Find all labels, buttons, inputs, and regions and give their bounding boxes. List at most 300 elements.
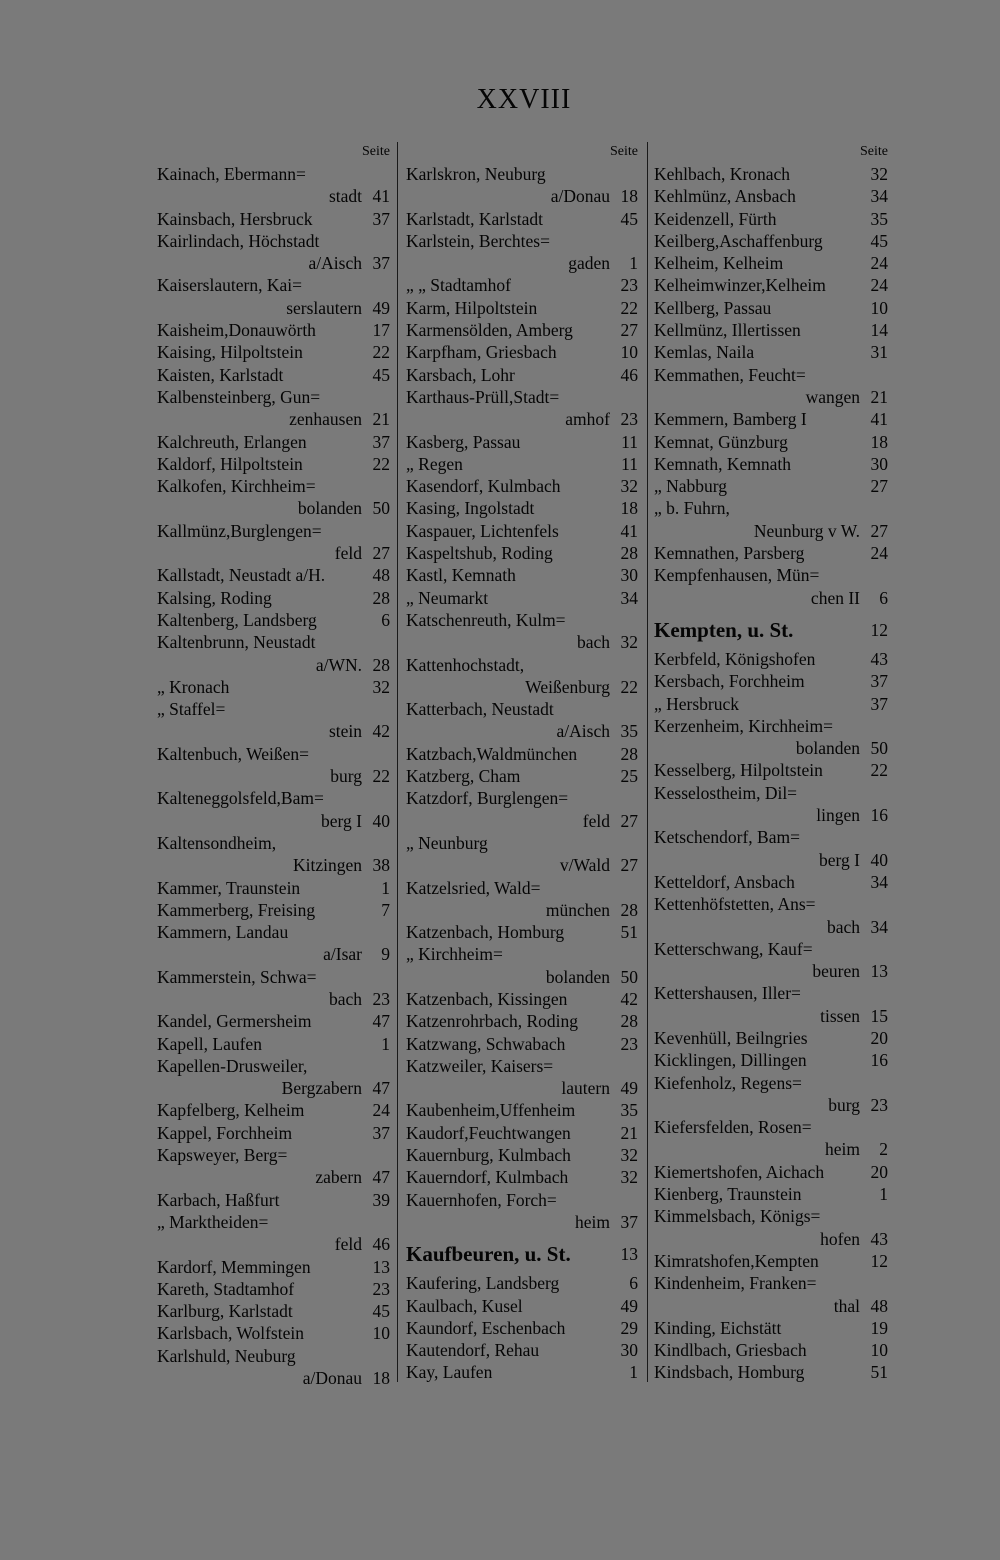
page-reference: 22 xyxy=(620,676,638,697)
index-entry xyxy=(654,1250,888,1272)
index-entry-continuation xyxy=(157,810,390,832)
page-reference: 1 xyxy=(629,253,638,274)
entry-text: a/WN. xyxy=(315,654,362,675)
page-reference: 35 xyxy=(620,721,638,742)
entry-text: Karmensölden, Amberg xyxy=(406,320,573,341)
index-entry xyxy=(157,966,390,988)
entry-text: Kalbensteinberg, Gun= xyxy=(157,386,321,407)
index-entry-continuation xyxy=(406,1077,638,1099)
page-reference: 11 xyxy=(621,431,638,452)
entry-text: tissen xyxy=(820,1005,860,1026)
index-entry xyxy=(157,1300,390,1322)
page-reference: 23 xyxy=(870,1094,888,1115)
page-reference: 6 xyxy=(629,1273,638,1294)
entry-text: Kalkofen, Kirchheim= xyxy=(157,476,316,497)
entry-text: Kammerstein, Schwa= xyxy=(157,966,317,987)
page-reference: 18 xyxy=(372,1368,390,1389)
page-reference: 40 xyxy=(372,810,390,831)
entry-text: Katzweiler, Kaisers= xyxy=(406,1055,554,1076)
index-entry-continuation xyxy=(157,542,390,564)
entry-text: Kainach, Ebermann= xyxy=(157,164,306,184)
entry-text: Kemnat, Günzburg xyxy=(654,431,788,452)
entry-text: Kaulbach, Kusel xyxy=(406,1295,523,1316)
entry-text: Kimratshofen,Kempten xyxy=(654,1250,819,1271)
page-reference: 12 xyxy=(870,619,888,640)
page-number: XXVIII xyxy=(476,84,572,115)
index-entry xyxy=(406,1055,638,1077)
page-reference: 23 xyxy=(620,409,638,430)
index-entry xyxy=(406,274,638,296)
page-reference: 35 xyxy=(620,1100,638,1121)
index-entry xyxy=(406,475,638,497)
index-entry xyxy=(654,1161,888,1183)
entry-text: Kaltenbuch, Weißen= xyxy=(157,743,309,764)
page-reference: 28 xyxy=(372,654,390,675)
index-entry xyxy=(406,743,638,765)
entry-text: zabern xyxy=(315,1167,362,1188)
index-entry xyxy=(654,230,888,252)
entry-text: Kaltenberg, Landsberg xyxy=(157,609,317,630)
entry-text: Kainsbach, Hersbruck xyxy=(157,208,313,229)
index-entry xyxy=(654,1272,888,1294)
entry-text: Kersbach, Forchheim xyxy=(654,671,805,692)
index-entry xyxy=(157,1144,390,1166)
page-reference: 21 xyxy=(372,409,390,430)
index-entry xyxy=(406,1317,638,1339)
index-entry-continuation xyxy=(157,1233,390,1255)
index-entry-continuation xyxy=(157,497,390,519)
entry-text: stadt xyxy=(328,186,362,207)
index-entry xyxy=(406,832,638,854)
entry-text: Kautendorf, Rehau xyxy=(406,1340,540,1361)
entry-text: burg xyxy=(330,766,362,787)
entry-text: stein xyxy=(328,721,362,742)
index-entry xyxy=(406,564,638,586)
index-entry xyxy=(157,431,390,453)
entry-text: burg xyxy=(828,1094,860,1115)
entry-text: hofen xyxy=(820,1228,860,1249)
entry-text: Kallstadt, Neustadt a/H. xyxy=(157,565,326,586)
index-entry xyxy=(654,431,888,453)
entry-text: „ Nabburg xyxy=(654,476,728,497)
column-header: Seite xyxy=(610,144,638,159)
entry-text: Kesselostheim, Dil= xyxy=(654,782,798,803)
page-reference: 27 xyxy=(372,543,390,564)
index-entry xyxy=(406,654,638,676)
entry-text: feld xyxy=(334,543,362,564)
index-entry-continuation xyxy=(406,631,638,653)
page-reference: 22 xyxy=(620,297,638,318)
page-reference: 34 xyxy=(620,587,638,608)
index-entry xyxy=(654,893,888,915)
page-reference: 6 xyxy=(381,609,390,630)
page-reference: 15 xyxy=(870,1005,888,1026)
entry-text: Kemnathen, Parsberg xyxy=(654,543,805,564)
page-reference: 13 xyxy=(870,961,888,982)
entry-text: berg I xyxy=(819,849,860,870)
entry-text: Neunburg v W. xyxy=(753,520,860,541)
entry-text: Ketteldorf, Ansbach xyxy=(654,871,795,892)
entry-text: zenhausen xyxy=(289,409,362,430)
index-entry xyxy=(406,520,638,542)
entry-text: a/Donau xyxy=(302,1368,362,1389)
index-entry xyxy=(406,386,638,408)
entry-text: Karpfham, Griesbach xyxy=(406,342,557,363)
index-entry-continuation xyxy=(157,943,390,965)
entry-text: „ Staffel= xyxy=(157,699,226,720)
entry-text: Katzenrohrbach, Roding xyxy=(406,1011,579,1032)
page-reference: 37 xyxy=(620,1211,638,1232)
index-entry xyxy=(406,1144,638,1166)
page-reference: 31 xyxy=(870,342,888,363)
page-reference: 12 xyxy=(870,1250,888,1271)
index-entry xyxy=(654,1116,888,1138)
entry-text: amhof xyxy=(565,409,610,430)
index-entry-continuation xyxy=(654,520,888,542)
index-entry-continuation xyxy=(406,676,638,698)
entry-text: Kerzenheim, Kirchheim= xyxy=(654,715,833,736)
index-entry xyxy=(654,982,888,1004)
index-entry-continuation xyxy=(157,185,390,207)
index-entry xyxy=(157,921,390,943)
page-reference: 27 xyxy=(620,855,638,876)
page-reference: 46 xyxy=(372,1234,390,1255)
entry-text: Kesselberg, Hilpoltstein xyxy=(654,760,823,781)
index-entry xyxy=(406,698,638,720)
entry-text: Kapellen-Drusweiler, xyxy=(157,1055,308,1076)
page-reference: 18 xyxy=(620,498,638,519)
page-reference: 1 xyxy=(879,1184,888,1205)
page-reference: 2 xyxy=(879,1139,888,1160)
entry-text: Kellmünz, Illertissen xyxy=(654,320,801,341)
page-reference: 6 xyxy=(879,587,888,608)
page-reference: 22 xyxy=(870,760,888,781)
index-entry-continuation xyxy=(157,720,390,742)
page-reference: 28 xyxy=(620,899,638,920)
index-entry xyxy=(157,319,390,341)
page-reference: 16 xyxy=(870,805,888,826)
index-entry xyxy=(406,341,638,363)
entry-text: Kempfenhausen, Mün= xyxy=(654,565,820,586)
entry-text: a/Aisch xyxy=(556,721,610,742)
entry-text: Karlstein, Berchtes= xyxy=(406,230,550,251)
entry-text: Kemmathen, Feucht= xyxy=(654,364,806,385)
entry-text: bach xyxy=(826,916,860,937)
index-entry xyxy=(654,408,888,430)
entry-text: Karlskron, Neuburg xyxy=(406,164,546,184)
page-reference: 28 xyxy=(372,587,390,608)
page-reference: 30 xyxy=(870,453,888,474)
page-reference: 10 xyxy=(372,1323,390,1344)
entry-text: thal xyxy=(833,1295,860,1316)
page-reference: 47 xyxy=(372,1078,390,1099)
entry-text: Kiemertshofen, Aichach xyxy=(654,1161,825,1182)
entry-text: Kaltenbrunn, Neustadt xyxy=(157,632,316,653)
page-reference: 39 xyxy=(372,1189,390,1210)
page-reference: 32 xyxy=(620,1167,638,1188)
index-entry xyxy=(654,715,888,737)
page-reference: 10 xyxy=(620,342,638,363)
entry-text: Kammerberg, Freising xyxy=(157,899,316,920)
entry-text: Kelheim, Kelheim xyxy=(654,253,784,274)
entry-text: Kaufering, Landsberg xyxy=(406,1273,560,1294)
page-reference: 30 xyxy=(620,1340,638,1361)
entry-text: bolanden xyxy=(545,966,610,987)
index-entry-continuation xyxy=(157,1077,390,1099)
index-entry xyxy=(406,1272,638,1294)
entry-text: Kimmelsbach, Königs= xyxy=(654,1206,821,1227)
entry-text: „ Kirchheim= xyxy=(406,944,503,965)
entry-text: „ b. Fuhrn, xyxy=(654,498,730,519)
entry-text: Kalsing, Roding xyxy=(157,587,272,608)
page-reference: 48 xyxy=(870,1295,888,1316)
entry-text: wangen xyxy=(805,386,860,407)
index-entry-continuation xyxy=(654,1138,888,1160)
entry-text: Kalchreuth, Erlangen xyxy=(157,431,307,452)
page-reference: 41 xyxy=(620,520,638,541)
index-entry xyxy=(654,1027,888,1049)
entry-text: Kaudorf,Feuchtwangen xyxy=(406,1122,571,1143)
entry-text: Karthaus-Prüll,Stadt= xyxy=(406,386,560,407)
index-entry xyxy=(654,1339,888,1361)
page-reference: 28 xyxy=(620,743,638,764)
page-reference: 47 xyxy=(372,1011,390,1032)
entry-text: Kapfelberg, Kelheim xyxy=(157,1100,305,1121)
entry-text: a/Aisch xyxy=(308,253,362,274)
page-reference: 20 xyxy=(870,1161,888,1182)
index-entry-continuation xyxy=(654,1228,888,1250)
page-reference: 23 xyxy=(372,1278,390,1299)
index-entry-continuation xyxy=(157,1367,390,1389)
entry-text: Kiefersfelden, Rosen= xyxy=(654,1117,812,1138)
index-entry xyxy=(406,1122,638,1144)
index-entry xyxy=(406,1033,638,1055)
entry-text: feld xyxy=(582,810,610,831)
entry-text: Kareth, Stadtamhof xyxy=(157,1278,295,1299)
entry-text: Kaiserslautern, Kai= xyxy=(157,275,302,296)
index-entry xyxy=(157,698,390,720)
city-heading-entry xyxy=(654,613,888,645)
entry-text: Kasberg, Passau xyxy=(406,431,521,452)
index-entry xyxy=(406,587,638,609)
page-reference: 22 xyxy=(372,766,390,787)
page-reference: 49 xyxy=(372,297,390,318)
index-entry-continuation xyxy=(157,297,390,319)
index-entry xyxy=(157,631,390,653)
entry-text: „ Kronach xyxy=(157,676,230,697)
page-reference: 1 xyxy=(381,877,390,898)
index-entry-continuation xyxy=(654,1005,888,1027)
index-entry xyxy=(406,208,638,230)
page-reference: 49 xyxy=(620,1078,638,1099)
entry-text: Weißenburg xyxy=(525,676,610,697)
index-entry xyxy=(406,1010,638,1032)
index-entry xyxy=(406,1099,638,1121)
entry-text: Kemnath, Kemnath xyxy=(654,453,792,474)
index-entry xyxy=(406,1361,638,1383)
page-reference: 17 xyxy=(372,320,390,341)
entry-text: Keidenzell, Fürth xyxy=(654,208,777,229)
entry-text: v/Wald xyxy=(559,855,610,876)
index-entry xyxy=(157,163,390,185)
entry-text: Karm, Hilpoltstein xyxy=(406,297,538,318)
index-entry xyxy=(406,609,638,631)
entry-text: Kapsweyer, Berg= xyxy=(157,1145,288,1166)
index-entry xyxy=(157,676,390,698)
index-entry xyxy=(654,542,888,564)
entry-text: Kettershausen, Iller= xyxy=(654,983,801,1004)
page-reference: 37 xyxy=(870,693,888,714)
page-reference: 41 xyxy=(372,186,390,207)
index-entry xyxy=(406,877,638,899)
entry-text: „ Marktheiden= xyxy=(157,1211,269,1232)
page-reference: 13 xyxy=(620,1244,638,1265)
index-entry xyxy=(157,1278,390,1300)
entry-text: „ Neunburg xyxy=(406,832,488,853)
index-entry-continuation xyxy=(157,408,390,430)
index-entry xyxy=(406,1339,638,1361)
page-reference: 25 xyxy=(620,766,638,787)
entry-text: Kerbfeld, Königshofen xyxy=(654,648,816,669)
page-reference: 19 xyxy=(870,1317,888,1338)
index-entry xyxy=(654,341,888,363)
entry-text: a/Isar xyxy=(323,944,362,965)
index-entry-continuation xyxy=(654,1094,888,1116)
page-reference: 35 xyxy=(870,208,888,229)
entry-text: serslautern xyxy=(286,297,362,318)
page-reference: 48 xyxy=(372,565,390,586)
index-entry xyxy=(406,297,638,319)
entry-text: Kelheimwinzer,Kelheim xyxy=(654,275,826,296)
entry-text: Kemlas, Naila xyxy=(654,342,755,363)
entry-text: Kammer, Traunstein xyxy=(157,877,301,898)
entry-text: „ Regen xyxy=(406,453,463,474)
index-entry xyxy=(654,297,888,319)
entry-text: Kiefenholz, Regens= xyxy=(654,1072,802,1093)
entry-text: Kasing, Ingolstadt xyxy=(406,498,535,519)
entry-text: Karlstadt, Karlstadt xyxy=(406,208,544,229)
index-entry-continuation xyxy=(406,854,638,876)
entry-text: Kasendorf, Kulmbach xyxy=(406,476,561,497)
entry-text: Kaubenheim,Uffenheim xyxy=(406,1100,576,1121)
entry-text: Katzdorf, Burglengen= xyxy=(406,788,569,809)
index-entry xyxy=(406,921,638,943)
entry-text: „ „ Stadtamhof xyxy=(406,275,511,296)
index-entry xyxy=(406,1295,638,1317)
entry-text: Katzbach,Waldmünchen xyxy=(406,743,578,764)
index-entry xyxy=(157,386,390,408)
index-entry-continuation xyxy=(157,1166,390,1188)
page-reference: 28 xyxy=(620,543,638,564)
entry-text: Katzenbach, Homburg xyxy=(406,922,565,943)
entry-text: „ Neumarkt xyxy=(406,587,489,608)
entry-text: lingen xyxy=(816,805,860,826)
index-entry-continuation xyxy=(406,720,638,742)
index-entry xyxy=(406,542,638,564)
index-entry xyxy=(157,230,390,252)
entry-text: Kammern, Landau xyxy=(157,922,289,943)
page-reference: 32 xyxy=(870,164,888,184)
entry-text: Keilberg,Aschaffenburg xyxy=(654,230,823,251)
entry-text: münchen xyxy=(545,899,610,920)
index-entry-continuation xyxy=(406,810,638,832)
page-reference: 1 xyxy=(629,1362,638,1383)
page-reference: 51 xyxy=(870,1362,888,1383)
entry-text: Kellberg, Passau xyxy=(654,297,772,318)
entry-text: Bergzabern xyxy=(281,1078,362,1099)
page-reference: 20 xyxy=(870,1027,888,1048)
page-reference: 38 xyxy=(372,855,390,876)
page-reference: 24 xyxy=(372,1100,390,1121)
index-entry xyxy=(654,1317,888,1339)
page-reference: 37 xyxy=(870,671,888,692)
page-reference: 23 xyxy=(620,1033,638,1054)
entry-text: Kattenhochstadt, xyxy=(406,654,525,675)
city-heading-entry xyxy=(406,1237,638,1269)
entry-text: Kaldorf, Hilpoltstein xyxy=(157,453,303,474)
entry-text: Kehlmünz, Ansbach xyxy=(654,186,796,207)
entry-text: „ Hersbruck xyxy=(654,693,740,714)
page-reference: 32 xyxy=(620,476,638,497)
entry-text: Kehlbach, Kronach xyxy=(654,164,791,184)
entry-text: Katterbach, Neustadt xyxy=(406,699,554,720)
page-reference: 51 xyxy=(620,922,638,943)
page-reference: 28 xyxy=(620,1011,638,1032)
entry-text: Kairlindach, Höchstadt xyxy=(157,230,320,251)
entry-text: Kandel, Germersheim xyxy=(157,1011,312,1032)
index-entry xyxy=(654,938,888,960)
page-reference: 50 xyxy=(372,498,390,519)
entry-text: Katschenreuth, Kulm= xyxy=(406,609,566,630)
index-entry xyxy=(654,364,888,386)
page-reference: 16 xyxy=(870,1050,888,1071)
index-entry xyxy=(654,1183,888,1205)
index-entry xyxy=(654,564,888,586)
index-entry xyxy=(406,1166,638,1188)
index-entry xyxy=(157,1256,390,1278)
page-reference: 23 xyxy=(620,275,638,296)
index-entry-continuation xyxy=(157,854,390,876)
index-entry-continuation xyxy=(654,804,888,826)
index-entry xyxy=(654,1205,888,1227)
page-reference: 34 xyxy=(870,186,888,207)
index-entry xyxy=(654,1049,888,1071)
page-reference: 10 xyxy=(870,1340,888,1361)
entry-text: a/Donau xyxy=(550,186,610,207)
index-entry xyxy=(157,1322,390,1344)
index-entry xyxy=(157,1010,390,1032)
index-entry xyxy=(406,1189,638,1211)
page-reference: 9 xyxy=(381,944,390,965)
page-reference: 43 xyxy=(870,1228,888,1249)
entry-text: Kicklingen, Dillingen xyxy=(654,1050,807,1071)
page-reference: 45 xyxy=(870,230,888,251)
index-entry xyxy=(406,453,638,475)
index-entry xyxy=(654,759,888,781)
index-entry xyxy=(157,1211,390,1233)
index-entry xyxy=(654,670,888,692)
index-entry xyxy=(157,564,390,586)
entry-text: bolanden xyxy=(795,738,860,759)
index-entry xyxy=(406,988,638,1010)
entry-text: Kaspauer, Lichtenfels xyxy=(406,520,559,541)
page-reference: 24 xyxy=(870,543,888,564)
index-entry xyxy=(654,185,888,207)
entry-text: Kienberg, Traunstein xyxy=(654,1184,802,1205)
page-reference: 34 xyxy=(870,871,888,892)
entry-text: Kettenhöfstetten, Ans= xyxy=(654,894,816,915)
page-reference: 7 xyxy=(381,899,390,920)
